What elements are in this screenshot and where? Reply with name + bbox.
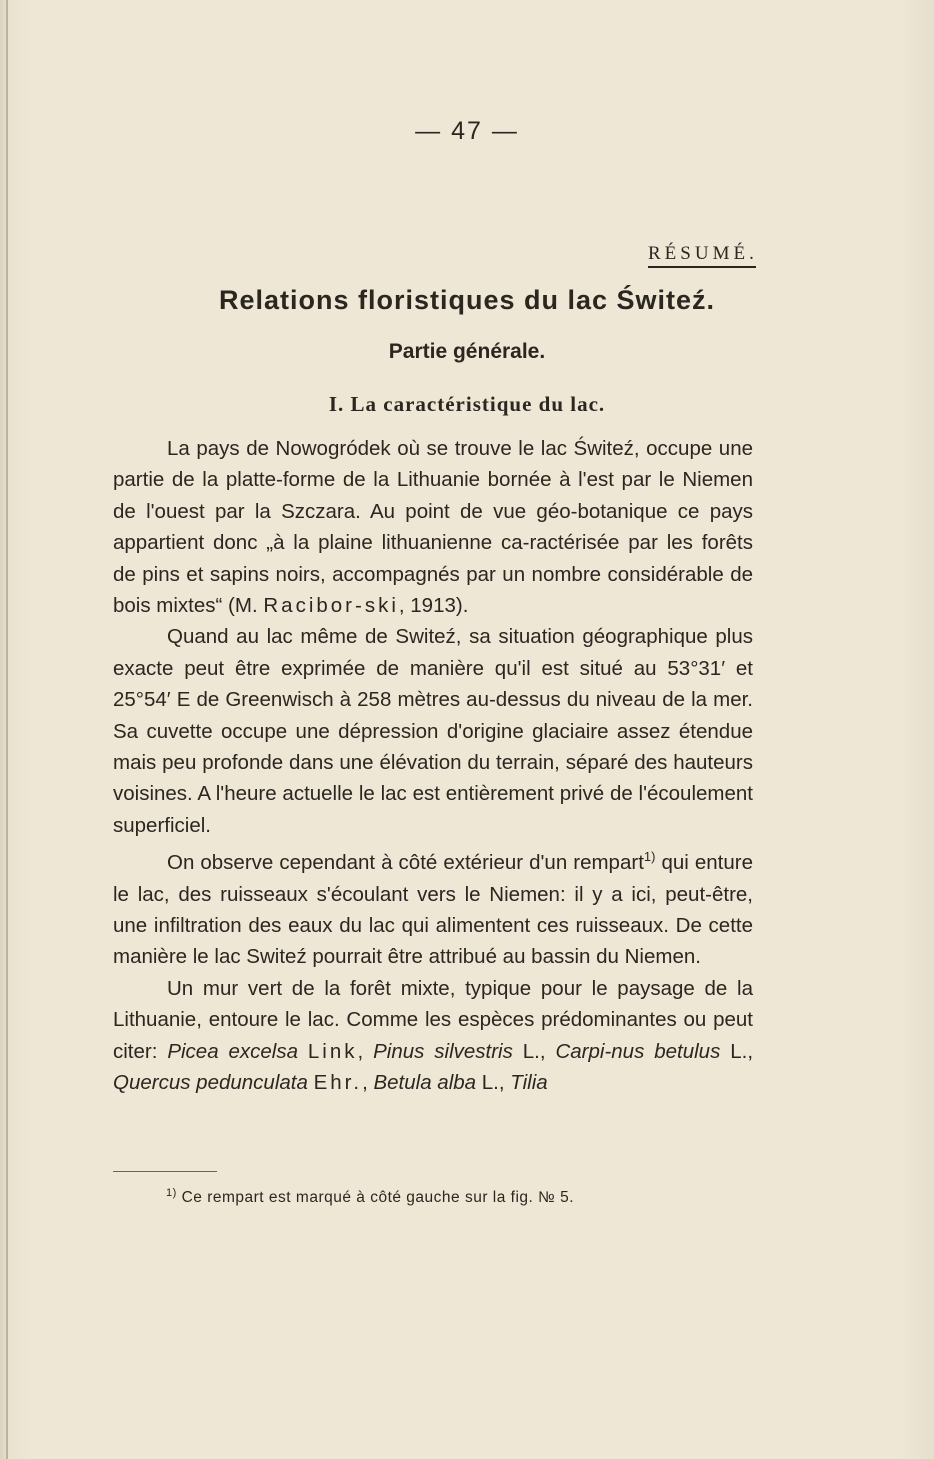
footnote-reference: 1) bbox=[643, 849, 656, 865]
body-text bbox=[113, 433, 753, 1098]
author-l: L., bbox=[720, 1039, 754, 1063]
author-l: L., bbox=[476, 1070, 511, 1094]
species-betula: Betula alba bbox=[373, 1070, 477, 1094]
paragraph-4-text: Un mur vert de la forêt mixte, typique pour le paysage de la Lithuanie, entoure le lac. Comme les espèces prédominantes ou peut citer: bbox=[113, 976, 753, 1063]
separator: , bbox=[362, 1070, 374, 1094]
paragraph-2: Quand au lac même de Switeź, sa situation géographique plus exacte peut être exprimée de manière qu'il est situé au 53°31′ et 25°54′ E de Greenwisch à 258 mètres au-dessus du niveau de la mer. Sa cuvette occupe une dépression d'origine glaciaire assez étendue mais peu profonde dans une élévation du terrain, séparé des hauteurs voisines. A l'heure actuelle le lac est entièrement privé de l'écoulement superficiel. bbox=[113, 625, 753, 837]
footnote-text: Ce rempart est marqué à côté gauche sur la fig. № 5. bbox=[181, 1189, 575, 1207]
paragraph-4 bbox=[113, 973, 753, 1099]
page-number: — 47 — bbox=[415, 117, 519, 145]
paragraph-1-text: La pays de Nowogródek où se trouve le lac Świteź, occupe une partie de la platte-forme de la Lithuanie bornée à l'est par le Niemen de l'ouest par la Szczara. Au point de vue géo-botanique ce pays appartient donc „à la plaine lithuanienne ca-ractérisée par les forêts de pins et sapins noirs, accompagnés par un nombre considérable de bois mixtes“ (M. bbox=[113, 437, 753, 618]
author-link: Link bbox=[307, 1039, 358, 1063]
article-title: Relations floristiques du lac Świteź. bbox=[218, 285, 716, 315]
footnote-marker: 1) bbox=[166, 1187, 177, 1199]
paragraph-1 bbox=[113, 433, 753, 621]
separator: , bbox=[357, 1039, 374, 1063]
section-label: RÉSUMÉ. bbox=[648, 243, 756, 268]
footnote-divider bbox=[113, 1171, 217, 1172]
species-tilia: Tilia bbox=[510, 1070, 548, 1094]
species-picea: Picea excelsa bbox=[167, 1039, 299, 1063]
author-l: L., bbox=[512, 1039, 556, 1063]
species-pinus: Pinus silvestris bbox=[373, 1039, 513, 1063]
citation-year: , 1913). bbox=[398, 594, 469, 618]
part-subtitle: Partie générale. bbox=[388, 340, 546, 363]
paragraph-3 bbox=[113, 841, 753, 972]
footnote bbox=[166, 1187, 574, 1207]
species-quercus: Quercus pedunculata bbox=[113, 1070, 308, 1094]
chapter-heading: I. La caractéristique du lac. bbox=[328, 392, 606, 416]
paragraph-3-text-b: qui enture le lac, des ruisseaux s'écoulant vers le Niemen: il y a ici, peut-être, une infiltration des eaux du lac qui alimentent ces ruisseaux. De cette manière le lac Switeź pourrait être attribué au bassin du Niemen. bbox=[113, 851, 753, 969]
species-carpinus: Carpi-nus betulus bbox=[555, 1039, 721, 1063]
paragraph-3-text-a: On observe cependant à côté extérieur d'un rempart bbox=[167, 851, 644, 875]
author-name: Racibor-ski bbox=[263, 594, 399, 618]
page-spine-edge bbox=[6, 0, 8, 1459]
author-ehr: Ehr. bbox=[313, 1070, 363, 1094]
